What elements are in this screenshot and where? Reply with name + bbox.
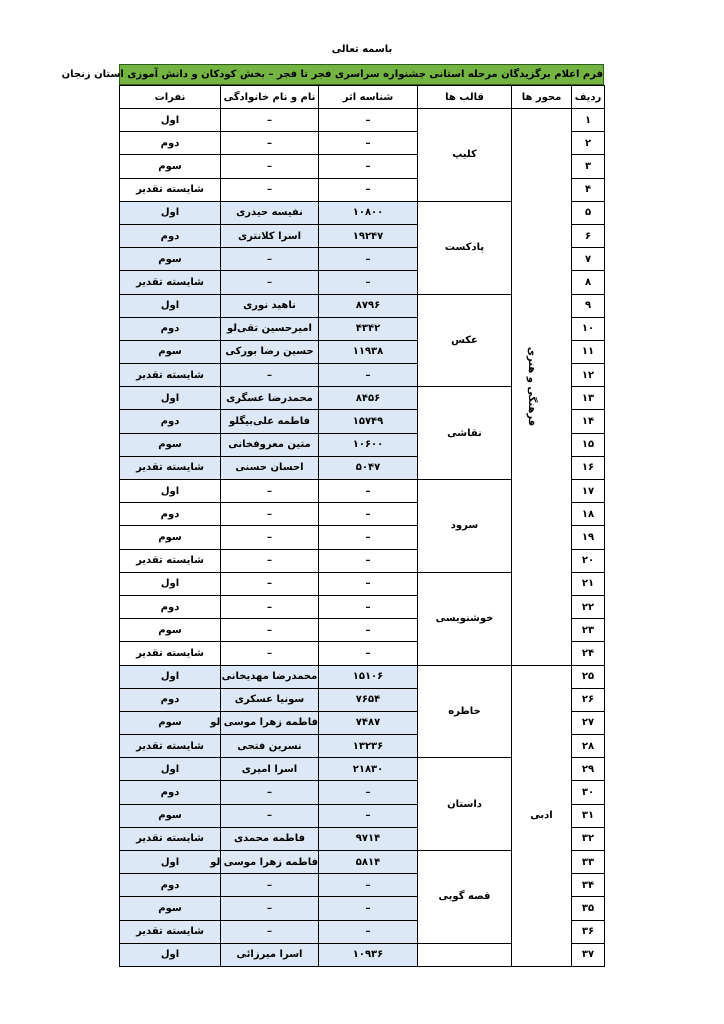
row-number-cell: ۲۳: [572, 619, 605, 642]
rank-cell: شایسته تقدیر: [120, 364, 221, 387]
full-name-cell: محمدرضا مهدیخانی: [221, 665, 319, 688]
work-id-cell: ۱۵۱۰۶: [319, 665, 418, 688]
work-id-cell: ۱۰۹۳۶: [319, 943, 418, 966]
work-id-cell: ۱۰۶۰۰: [319, 433, 418, 456]
full-name-cell: –: [221, 364, 319, 387]
full-name-cell: –: [221, 155, 319, 178]
full-name-cell: –: [221, 619, 319, 642]
rank-cell: اول: [120, 294, 221, 317]
rank-cell: دوم: [120, 595, 221, 618]
rank-cell: دوم: [120, 874, 221, 897]
full-name-cell: –: [221, 178, 319, 201]
full-name-cell: محمدرضا عسگری: [221, 387, 319, 410]
work-id-cell: –: [319, 503, 418, 526]
row-number-cell: ۳۷: [572, 943, 605, 966]
row-number-cell: ۳۵: [572, 897, 605, 920]
full-name-cell: –: [221, 271, 319, 294]
full-name-cell: سونیا عسکری: [221, 688, 319, 711]
row-number-cell: ۹: [572, 294, 605, 317]
full-name-cell: –: [221, 874, 319, 897]
full-name-cell: –: [221, 595, 319, 618]
document-heading: باسمه تعالی: [331, 44, 393, 55]
axis-cell: [512, 665, 572, 966]
work-id-cell: –: [319, 920, 418, 943]
table-body: [120, 109, 605, 967]
form-title-banner: فرم اعلام برگزیدگان مرحله استانی جشنواره سراسری فجر تا فجر – بخش کودکان و دانش آموزی استان زنجان: [119, 64, 604, 85]
full-name-cell: احسان حسنی: [221, 456, 319, 479]
axis-label: ادبی: [530, 810, 553, 822]
work-id-cell: ۴۳۴۲: [319, 317, 418, 340]
full-name-cell: اسرا میرزائی: [221, 943, 319, 966]
full-name-cell: –: [221, 526, 319, 549]
row-number-cell: ۲۶: [572, 688, 605, 711]
full-name-cell: نسرین فتحی: [221, 735, 319, 758]
winners-table: [119, 85, 605, 967]
row-number-cell: ۱۰: [572, 317, 605, 340]
full-name-cell: فاطمه زهرا موسی لو: [221, 851, 319, 874]
work-id-cell: –: [319, 642, 418, 665]
table-header-row: [120, 86, 605, 109]
full-name-cell: امیرحسین تقی‌لو: [221, 317, 319, 340]
table-row: [120, 665, 605, 688]
row-number-cell: ۱۳: [572, 387, 605, 410]
row-number-cell: ۱۴: [572, 410, 605, 433]
row-number-cell: ۲۰: [572, 549, 605, 572]
rank-cell: سوم: [120, 155, 221, 178]
format-cell: کلیپ: [418, 109, 512, 202]
full-name-cell: –: [221, 920, 319, 943]
full-name-cell: –: [221, 132, 319, 155]
work-id-cell: –: [319, 619, 418, 642]
work-id-cell: ۱۰۸۰۰: [319, 201, 418, 224]
rank-cell: سوم: [120, 340, 221, 363]
work-id-cell: ۷۴۸۷: [319, 711, 418, 734]
full-name-cell: نفیسه حیدری: [221, 201, 319, 224]
full-name-cell: فاطمه محمدی: [221, 827, 319, 850]
format-cell: [418, 943, 512, 966]
work-id-cell: –: [319, 155, 418, 178]
work-id-cell: ۱۹۲۴۷: [319, 224, 418, 247]
rank-cell: دوم: [120, 410, 221, 433]
rank-cell: سوم: [120, 526, 221, 549]
format-cell: عکس: [418, 294, 512, 387]
row-number-cell: ۴: [572, 178, 605, 201]
row-number-cell: ۳۳: [572, 851, 605, 874]
work-id-cell: ۲۱۸۳۰: [319, 758, 418, 781]
row-number-cell: ۲۴: [572, 642, 605, 665]
row-number-cell: ۱۹: [572, 526, 605, 549]
table-row: [120, 109, 605, 132]
work-id-cell: –: [319, 874, 418, 897]
full-name-cell: –: [221, 248, 319, 271]
full-name-cell: ناهید نوری: [221, 294, 319, 317]
full-name-cell: –: [221, 480, 319, 503]
row-number-cell: ۱۸: [572, 503, 605, 526]
rank-cell: اول: [120, 109, 221, 132]
row-number-cell: ۳۴: [572, 874, 605, 897]
row-number-cell: ۲۵: [572, 665, 605, 688]
rank-cell: شایسته تقدیر: [120, 920, 221, 943]
full-name-cell: –: [221, 503, 319, 526]
rank-cell: سوم: [120, 711, 221, 734]
rank-cell: شایسته تقدیر: [120, 271, 221, 294]
full-name-cell: اسرا کلانتری: [221, 224, 319, 247]
format-cell: داستان: [418, 758, 512, 851]
rank-cell: سوم: [120, 248, 221, 271]
format-cell: قصه گویی: [418, 851, 512, 944]
full-name-cell: –: [221, 642, 319, 665]
full-name-cell: متین معروفخانی: [221, 433, 319, 456]
rank-cell: دوم: [120, 224, 221, 247]
rank-cell: اول: [120, 480, 221, 503]
work-id-cell: –: [319, 572, 418, 595]
rank-cell: اول: [120, 943, 221, 966]
rank-cell: شایسته تقدیر: [120, 549, 221, 572]
format-cell: سرود: [418, 480, 512, 573]
rank-cell: اول: [120, 387, 221, 410]
work-id-cell: ۸۷۹۶: [319, 294, 418, 317]
row-number-cell: ۱۵: [572, 433, 605, 456]
rank-cell: شایسته تقدیر: [120, 827, 221, 850]
header-axis: محور ها: [512, 86, 572, 109]
work-id-cell: ۵۰۴۷: [319, 456, 418, 479]
rank-cell: دوم: [120, 688, 221, 711]
row-number-cell: ۱۶: [572, 456, 605, 479]
row-number-cell: ۲۲: [572, 595, 605, 618]
rank-cell: شایسته تقدیر: [120, 178, 221, 201]
rank-cell: سوم: [120, 897, 221, 920]
header-work-id: شناسه اثر: [319, 86, 418, 109]
rank-cell: دوم: [120, 317, 221, 340]
work-id-cell: ۱۵۷۴۹: [319, 410, 418, 433]
work-id-cell: –: [319, 364, 418, 387]
rank-cell: اول: [120, 758, 221, 781]
axis-label: فرهنگی و هنری: [525, 347, 537, 427]
format-cell: نقاشی: [418, 387, 512, 480]
work-id-cell: –: [319, 132, 418, 155]
row-number-cell: ۲۸: [572, 735, 605, 758]
work-id-cell: –: [319, 109, 418, 132]
work-id-cell: –: [319, 595, 418, 618]
full-name-cell: اسرا امیری: [221, 758, 319, 781]
header-format: قالب ها: [418, 86, 512, 109]
full-name-cell: –: [221, 109, 319, 132]
work-id-cell: –: [319, 781, 418, 804]
row-number-cell: ۱۷: [572, 480, 605, 503]
row-number-cell: ۳۱: [572, 804, 605, 827]
row-number-cell: ۲۷: [572, 711, 605, 734]
row-number-cell: ۲: [572, 132, 605, 155]
work-id-cell: ۱۱۹۳۸: [319, 340, 418, 363]
row-number-cell: ۱۲: [572, 364, 605, 387]
rank-cell: شایسته تقدیر: [120, 735, 221, 758]
work-id-cell: –: [319, 480, 418, 503]
full-name-cell: –: [221, 549, 319, 572]
row-number-cell: ۸: [572, 271, 605, 294]
work-id-cell: –: [319, 897, 418, 920]
header-row-number: ردیف: [572, 86, 605, 109]
full-name-cell: فاطمه علی‌بیگلو: [221, 410, 319, 433]
full-name-cell: –: [221, 572, 319, 595]
full-name-cell: فاطمه زهرا موسی لو: [221, 711, 319, 734]
header-rank: نفرات: [120, 86, 221, 109]
row-number-cell: ۳۰: [572, 781, 605, 804]
axis-cell: [512, 109, 572, 666]
work-id-cell: ۹۷۱۴: [319, 827, 418, 850]
rank-cell: شایسته تقدیر: [120, 456, 221, 479]
rank-cell: سوم: [120, 804, 221, 827]
row-number-cell: ۲۹: [572, 758, 605, 781]
row-number-cell: ۶: [572, 224, 605, 247]
header-full-name: نام و نام خانوادگی: [221, 86, 319, 109]
format-cell: خاطره: [418, 665, 512, 758]
full-name-cell: –: [221, 781, 319, 804]
row-number-cell: ۳۶: [572, 920, 605, 943]
row-number-cell: ۷: [572, 248, 605, 271]
rank-cell: دوم: [120, 503, 221, 526]
rank-cell: اول: [120, 851, 221, 874]
full-name-cell: حسین رضا بورکی: [221, 340, 319, 363]
full-name-cell: –: [221, 804, 319, 827]
work-id-cell: ۸۴۵۶: [319, 387, 418, 410]
rank-cell: دوم: [120, 132, 221, 155]
work-id-cell: –: [319, 271, 418, 294]
work-id-cell: –: [319, 248, 418, 271]
full-name-cell: –: [221, 897, 319, 920]
rank-cell: اول: [120, 201, 221, 224]
row-number-cell: ۱۱: [572, 340, 605, 363]
rank-cell: اول: [120, 572, 221, 595]
rank-cell: اول: [120, 665, 221, 688]
work-id-cell: –: [319, 549, 418, 572]
work-id-cell: ۷۶۵۴: [319, 688, 418, 711]
format-cell: خوشنویسی: [418, 572, 512, 665]
row-number-cell: ۵: [572, 201, 605, 224]
rank-cell: سوم: [120, 619, 221, 642]
row-number-cell: ۱: [572, 109, 605, 132]
work-id-cell: –: [319, 526, 418, 549]
work-id-cell: ۱۳۲۳۶: [319, 735, 418, 758]
row-number-cell: ۳۲: [572, 827, 605, 850]
work-id-cell: ۵۸۱۴: [319, 851, 418, 874]
row-number-cell: ۲۱: [572, 572, 605, 595]
work-id-cell: –: [319, 804, 418, 827]
rank-cell: دوم: [120, 781, 221, 804]
rank-cell: سوم: [120, 433, 221, 456]
row-number-cell: ۳: [572, 155, 605, 178]
format-cell: پادکست: [418, 201, 512, 294]
rank-cell: شایسته تقدیر: [120, 642, 221, 665]
work-id-cell: –: [319, 178, 418, 201]
